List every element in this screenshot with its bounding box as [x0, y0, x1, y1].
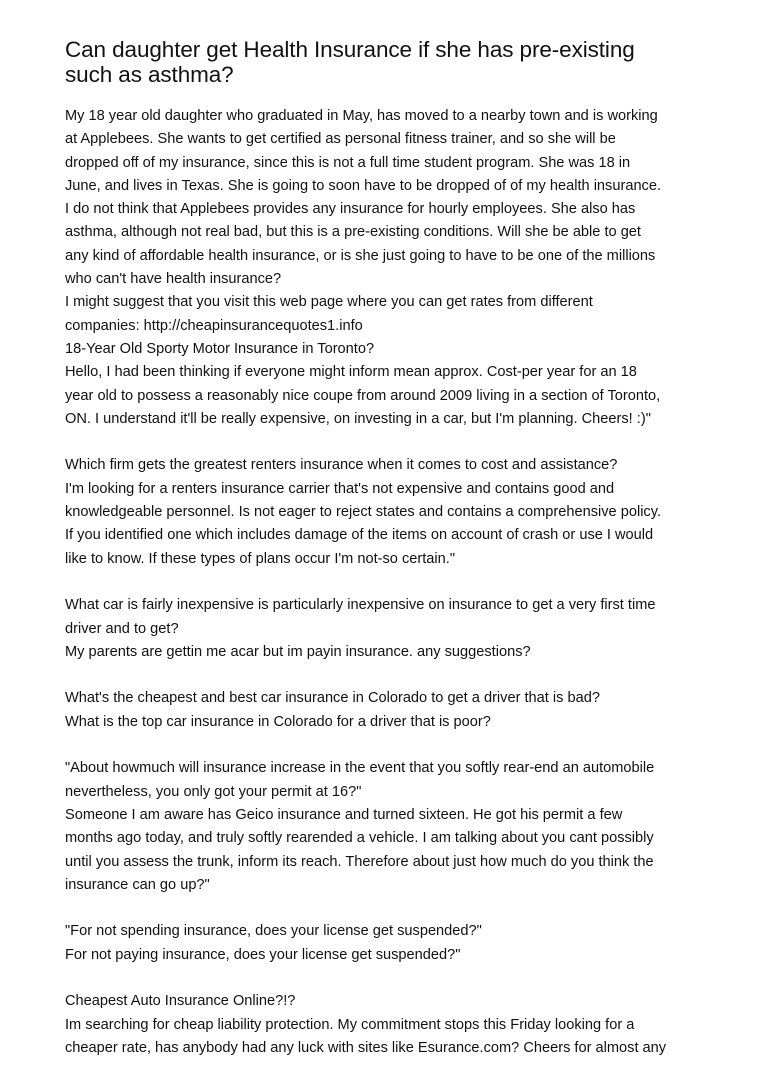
- body-line: For not paying insurance, does your license get suspended?": [65, 946, 461, 963]
- body-line: cheaper rate, has anybody had any luck with sites like Esurance.com? Cheers for almost any: [65, 1039, 667, 1056]
- document-body: [65, 105, 725, 1060]
- paragraph-gap: [65, 431, 725, 454]
- body-line: What's the cheapest and best car insurance in Colorado to get a driver that is bad?: [65, 690, 600, 707]
- body-line: year old to possess a reasonably nice coupe from around 2009 living in a section of Toronto,: [65, 387, 661, 404]
- body-line: If you identified one which includes damage of the items on account of crash or use I would: [65, 527, 654, 544]
- body-line: Cheapest Auto Insurance Online?!?: [65, 993, 296, 1010]
- body-line: Someone I am aware has Geico insurance and turned sixteen. He got his permit a few: [65, 806, 623, 823]
- body-line: Im searching for cheap liability protection. My commitment stops this Friday looking for a: [65, 1016, 635, 1033]
- document-page: [65, 37, 725, 1060]
- body-line: insurance can go up?": [65, 876, 210, 893]
- title-line: such as asthma?: [65, 62, 234, 87]
- paragraph-gap: [65, 897, 725, 920]
- body-line: Hello, I had been thinking if everyone might inform mean approx. Cost-per year for an 18: [65, 364, 637, 381]
- body-line: I might suggest that you visit this web page where you can get rates from different: [65, 294, 593, 311]
- body-line: I do not think that Applebees provides any insurance for hourly employees. She also has: [65, 201, 636, 218]
- body-line: ON. I understand it'll be really expensive, on investing in a car, but I'm planning. Cheers! :)": [65, 410, 651, 427]
- body-line: driver and to get?: [65, 620, 179, 637]
- body-line: who can't have health insurance?: [65, 271, 282, 288]
- body-line: Which firm gets the greatest renters insurance when it comes to cost and assistance?: [65, 457, 618, 474]
- body-line: companies: http://cheapinsurancequotes1.info: [65, 317, 363, 334]
- body-line: "About howmuch will insurance increase in the event that you softly rear-end an automobile: [65, 760, 655, 777]
- body-line: nevertheless, you only got your permit at 16?": [65, 783, 362, 800]
- body-line: until you assess the trunk, inform its reach. Therefore about just how much do you think the: [65, 853, 654, 870]
- body-line: "For not spending insurance, does your license get suspended?": [65, 923, 482, 940]
- body-line: dropped off of my insurance, since this is not a full time student program. She was 18 in: [65, 154, 631, 171]
- body-line: any kind of affordable health insurance, or is she just going to have to be one of the millions: [65, 247, 656, 264]
- paragraph-gap: [65, 967, 725, 990]
- body-line: knowledgeable personnel. Is not eager to reject states and contains a comprehensive policy.: [65, 504, 661, 521]
- body-line: asthma, although not real bad, but this is a pre-existing conditions. Will she be able to get: [65, 224, 641, 241]
- body-line: What car is fairly inexpensive is particularly inexpensive on insurance to get a very first time: [65, 597, 656, 614]
- body-line: like to know. If these types of plans occur I'm not-so certain.": [65, 550, 456, 567]
- body-line: My 18 year old daughter who graduated in May, has moved to a nearby town and is working: [65, 108, 658, 124]
- paragraph-gap: [65, 734, 725, 757]
- body-line: 18-Year Old Sporty Motor Insurance in Toronto?: [65, 340, 375, 357]
- body-line: I'm looking for a renters insurance carrier that's not expensive and contains good and: [65, 480, 615, 497]
- paragraph-gap: [65, 571, 725, 594]
- title-line: Can daughter get Health Insurance if she has pre-existing: [65, 37, 635, 62]
- body-line: What is the top car insurance in Colorado for a driver that is poor?: [65, 713, 491, 730]
- body-line: June, and lives in Texas. She is going to soon have to be dropped of of my health insurance.: [65, 177, 662, 194]
- body-line: at Applebees. She wants to get certified as personal fitness trainer, and so she will be: [65, 131, 616, 148]
- body-line: My parents are gettin me acar but im payin insurance. any suggestions?: [65, 643, 531, 660]
- document-title: [65, 37, 725, 87]
- paragraph-gap: [65, 664, 725, 687]
- body-line: months ago today, and truly softly rearended a vehicle. I am talking about you cant possibly: [65, 830, 654, 847]
